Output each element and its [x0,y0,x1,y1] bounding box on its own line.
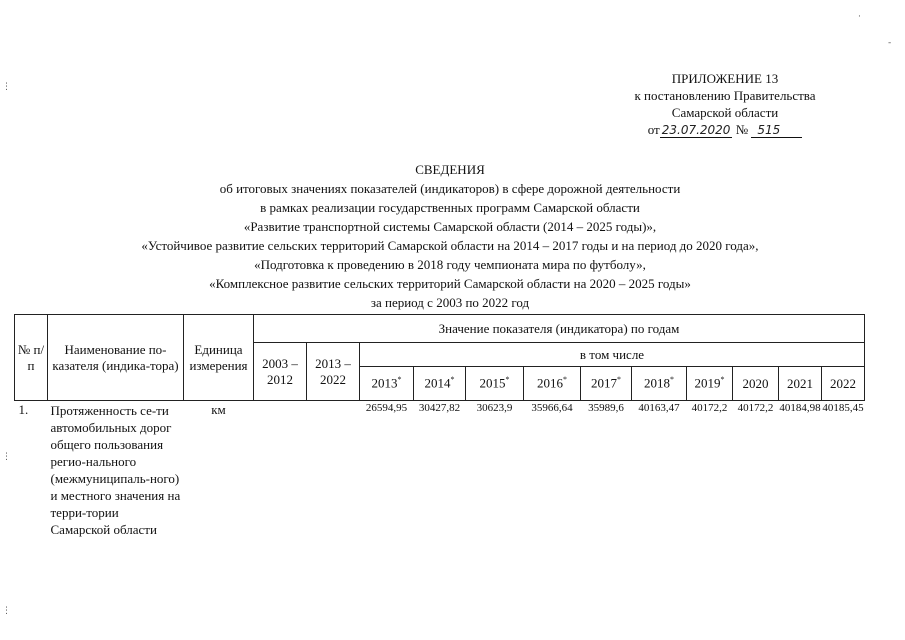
header-year-cell [466,367,524,401]
row-value: 30623,9 [476,402,513,414]
header-year-cell [687,367,733,401]
margin-mark-top: · [858,12,861,22]
year-footnote-mark: * [505,375,510,385]
margin-mark-right: - [888,38,892,48]
year-footnote-mark: * [563,375,567,385]
year-footnote-mark: * [670,375,674,385]
header-year: 2020 [742,375,769,391]
header-year: 2022 [830,375,856,391]
row-value: 40185,45 [822,402,864,414]
date-prefix: от [647,122,660,137]
header-year: 2014 [424,375,451,391]
year-footnote-mark: * [720,375,725,385]
row-period-2-value [307,401,360,539]
header-year: 2016 [537,375,563,391]
header-year-cell [632,367,687,401]
margin-mark-left: ⋮ [2,82,11,92]
row-value: 40163,47 [638,402,680,414]
header-num: № п/п [15,315,48,401]
document-title: СВЕДЕНИЯ [415,162,485,177]
row-unit: км [211,402,226,417]
row-period-1-value [254,401,307,539]
attachment-date-line [560,121,890,139]
year-footnote-mark: * [617,375,621,385]
heading-line: «Подготовка к проведению в 2018 году чемпионата мира по футболу», [254,257,646,272]
heading-line: об итоговых значениях показателей (индикаторов) в сфере дорожной деятельности [219,181,681,196]
attachment-line3: Самарской области [671,105,779,120]
attachment-line2: к постановлению Правительства [634,88,816,103]
row-value: 35966,64 [531,402,573,414]
number-prefix: № [735,122,749,137]
header-year-cell [581,367,632,401]
heading-line: «Комплексное развитие сельских территорий Самарской области на 2020 – 2025 годы» [209,276,691,291]
number-value: 515 [751,123,802,138]
header-year: 2015 [479,375,506,391]
row-value: 35989,6 [588,402,624,414]
header-year-cell [524,367,581,401]
header-year: 2021 [787,375,813,391]
heading-line: «Устойчивое развитие сельских территорий Самарской области на 2014 – 2017 годы и на период до 2020 года», [141,238,759,253]
row-value: 40172,2 [691,402,728,414]
header-year: 2013 [371,375,398,391]
header-year-cell [414,367,466,401]
row-value: 40172,2 [737,402,774,414]
header-including: в том числе [360,343,865,367]
header-year: 2017 [591,375,617,391]
row-value: 26594,95 [365,402,408,414]
attachment-title: ПРИЛОЖЕНИЕ 13 [671,71,779,86]
year-footnote-mark: * [450,375,455,385]
header-name: Наименование по-казателя (индика-тора) [48,315,184,401]
margin-mark-left: ⋮ [2,452,11,462]
row-name: Протяженность се-ти автомобильных дорог общего пользования регио-нального (межмуниципаль-ного) и местного значения на терри-тории Самарской области [50,403,181,537]
heading-line: за период с 2003 по 2022 год [370,295,530,310]
header-year-cell [733,367,779,401]
indicators-table [14,314,865,538]
header-year-cell [360,367,414,401]
header-period-2: 2013 – 2022 [307,343,360,401]
row-value: 30427,82 [418,402,461,414]
row-num: 1. [18,402,29,417]
header-year-cell [822,367,865,401]
document-heading [40,160,860,312]
header-values-title: Значение показателя (индикатора) по годам [254,315,865,343]
header-unit: Единица измерения [184,315,254,401]
date-value: 23.07.2020 [661,123,731,137]
header-year: 2018 [644,375,670,391]
heading-line: «Развитие транспортной системы Самарской области (2014 – 2025 годы)», [243,219,657,234]
attachment-block [560,70,890,139]
header-period-1: 2003 – 2012 [254,343,307,401]
year-footnote-mark: * [397,375,402,385]
heading-line: в рамках реализации государственных программ Самарской области [260,200,640,215]
table-row [15,401,865,539]
header-year: 2019 [694,375,721,391]
margin-mark-left: ⋮ [2,606,11,616]
row-value: 40184,98 [779,402,821,414]
header-year-cell [779,367,822,401]
